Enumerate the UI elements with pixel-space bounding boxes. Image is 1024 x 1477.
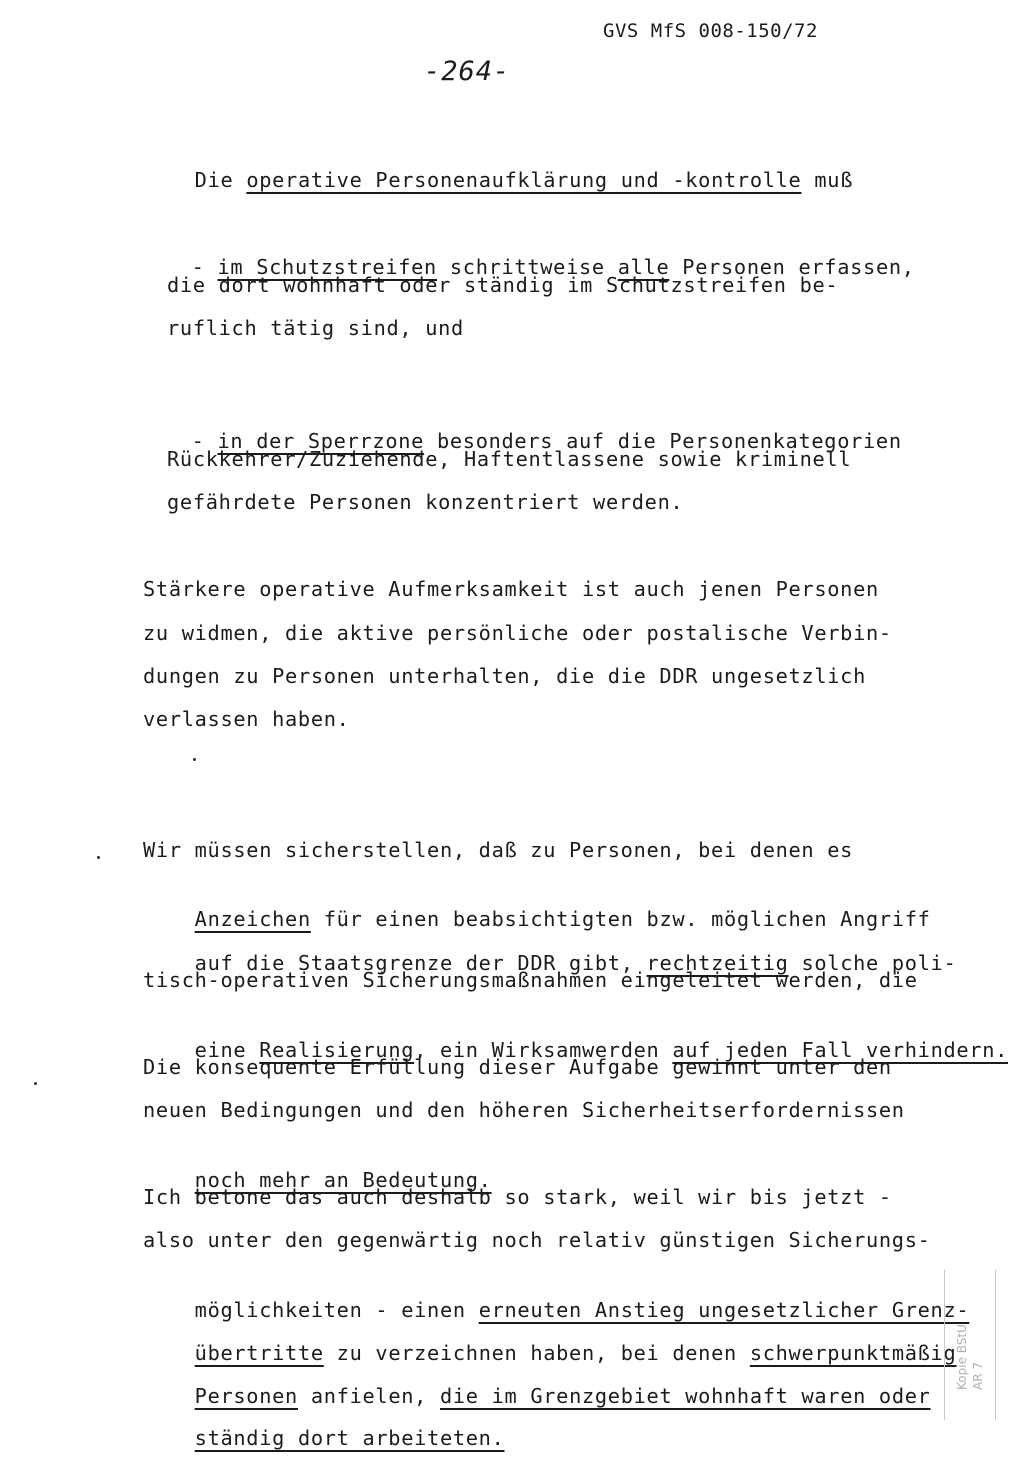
underlined-text: in der Sperrzone (217, 429, 425, 453)
underlined-text: ständig dort arbeiteten. (194, 1426, 505, 1450)
bullet-dash: - (191, 255, 218, 279)
archive-stamp (944, 1270, 996, 1420)
text-line: ruflich tätig sind, und (167, 316, 464, 340)
text-line: die dort wohnhaft oder ständig im Schutzstreifen be- (167, 273, 839, 297)
text-line: dungen zu Personen unterhalten, die die DDR ungesetzlich (143, 664, 866, 688)
text-line: verlassen haben. (143, 707, 350, 731)
text-line: also unter den gegenwärtig noch relativ günstigen Sicherungs- (143, 1228, 931, 1252)
underlined-text: auf jeden Fall verhindern. (672, 1038, 1009, 1062)
text-line: Ich betone das auch deshalb so stark, weil wir bis jetzt - (143, 1185, 892, 1209)
underlined-text: erneuten Anstieg ungesetzlicher Grenz- (478, 1298, 970, 1322)
text-line (143, 1399, 505, 1477)
underlined-text: Anzeichen (194, 907, 311, 931)
ink-speck (193, 758, 196, 761)
text-segment: Die (194, 168, 247, 192)
text-line: Rückkehrer/Zuziehende, Haftentlassene sowie kriminell (167, 447, 852, 471)
underlined-text: rechtzeitig (646, 951, 789, 975)
underlined-text: noch mehr an Bedeutung. (194, 1168, 492, 1192)
stamp-line: AR 7 (971, 1362, 985, 1390)
text-line (143, 141, 853, 219)
text-segment: eine (194, 1038, 260, 1062)
text-line: Die konsequente Erfüllung dieser Aufgabe gewinnt unter den (143, 1055, 892, 1079)
text-line: tisch-operativen Sicherungsmaßnahmen eingeleitet werden, die (143, 968, 918, 992)
underlined-text: alle (617, 255, 670, 279)
ink-speck (34, 1082, 37, 1085)
text-segment: besonders auf die Personenkategorien (424, 429, 902, 453)
text-segment: , ein Wirksamwerden (414, 1038, 673, 1062)
text-segment: muß (801, 168, 854, 192)
underlined-text: Personen (194, 1384, 298, 1408)
text-line: zu widmen, die aktive persönliche oder postalische Verbin- (143, 621, 892, 645)
underlined-text: operative Personenaufklärung und -kontrolle (246, 168, 802, 192)
bullet-dash: - (191, 429, 218, 453)
text-line: Stärkere operative Aufmerksamkeit ist auch jenen Personen (143, 577, 879, 601)
text-segment: auf die Staatsgrenze der DDR gibt, (194, 951, 647, 975)
text-segment: solche poli- (788, 951, 957, 975)
underlined-text: Realisierung (259, 1038, 415, 1062)
text-line: gefährdete Personen konzentriert werden. (167, 490, 684, 514)
text-segment: Personen erfassen, (669, 255, 915, 279)
document-reference: GVS MfS 008-150/72 (603, 20, 818, 42)
text-segment: für einen beabsichtigten bzw. möglichen Angriff (310, 907, 931, 931)
underlined-text: schwerpunktmäßig (749, 1341, 957, 1365)
text-segment: schrittweise (436, 255, 618, 279)
text-segment: zu verzeichnen haben, bei denen (323, 1341, 750, 1365)
ink-speck (97, 856, 100, 859)
underlined-text: die im Grenzgebiet wohnhaft waren oder (439, 1384, 931, 1408)
underlined-text: übertritte (194, 1341, 324, 1365)
underlined-text: im Schutzstreifen (217, 255, 437, 279)
text-segment: möglichkeiten - einen (194, 1298, 479, 1322)
text-line: Wir müssen sicherstellen, daß zu Personen, bei denen es (143, 838, 854, 862)
text-line: neuen Bedingungen und den höheren Sicherheitserfordernissen (143, 1098, 905, 1122)
page-number: -264- (424, 56, 511, 87)
stamp-line: Kopie BStU (955, 1324, 969, 1390)
text-segment: anfielen, (297, 1384, 440, 1408)
